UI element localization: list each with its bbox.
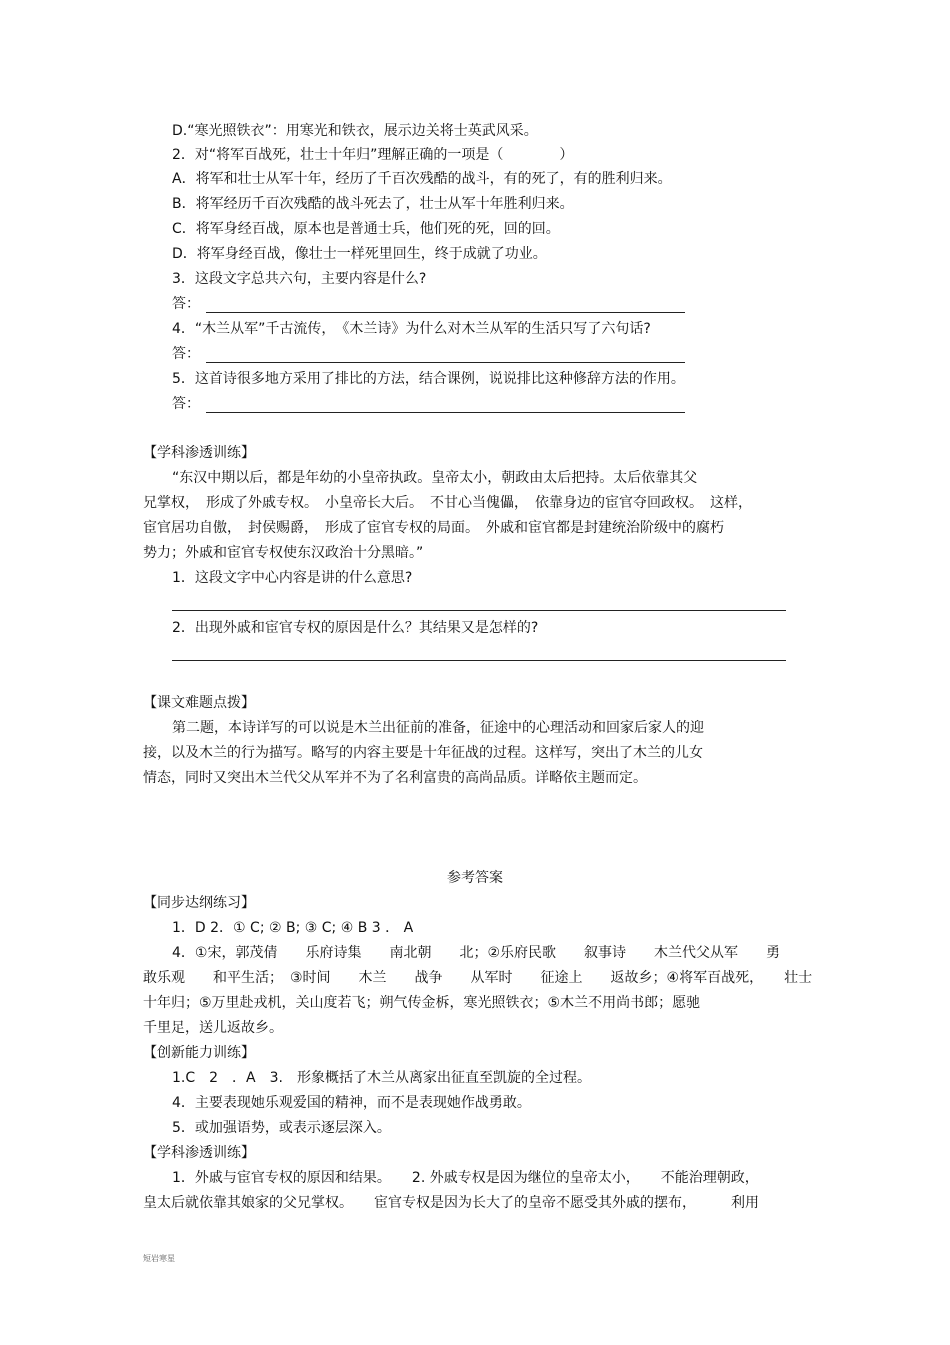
answers-title: 参考答案 [447, 870, 503, 886]
answers-innov-line: 4．主要表现她乐观爱国的精神，而不是表现她作战勇敢。 [172, 1095, 531, 1111]
answers-subject-title: 【学科渗透训练】 [143, 1145, 255, 1161]
q2-stem: 2．对“将军百战死，壮士十年归”理解正确的一项是（ ） [172, 147, 574, 163]
q3-answer-line[interactable] [206, 312, 685, 313]
q1-option-d: D.“寒光照铁衣”：用寒光和铁衣，展示边关将士英武风采。 [172, 123, 538, 139]
difficult-line: 接，以及木兰的行为描写。略写的内容主要是十年征战的过程。这样写，突出了木兰的儿女 [143, 745, 703, 761]
answers-subject-line: 皇太后就依靠其娘家的父兄掌权。 宦官专权是因为长大了的皇帝不愿受其外戚的摆布， 利用 [143, 1195, 759, 1211]
subject-q1-answer-line[interactable] [172, 610, 786, 611]
q2-option-a: A．将军和壮士从军十年，经历了千百次残酷的战斗，有的死了，有的胜利归来。 [172, 171, 672, 187]
q2-option-b: B．将军经历千百次残酷的战斗死去了，壮士从军十年胜利归来。 [172, 196, 574, 212]
subject-passage-line: “东汉中期以后，都是年幼的小皇帝执政。皇帝太小，朝政由太后把持。太后依靠其父 [172, 470, 698, 486]
q3-answer-label: 答： [172, 296, 200, 312]
answers-sync-line: 1．D 2．① C; ② B; ③ C; ④ B 3 ． A [172, 920, 414, 936]
difficult-line: 第二题，本诗详写的可以说是木兰出征前的准备，征途中的心理活动和回家后家人的迎 [172, 720, 704, 736]
answers-innov-line: 5．或加强语势，或表示逐层深入。 [172, 1120, 391, 1136]
q2-option-c: C．将军身经百战，原本也是普通士兵，他们死的死，回的回。 [172, 221, 560, 237]
answers-sync-line: 千里足，送儿返故乡。 [143, 1020, 283, 1036]
answers-sync-line: 敢乐观 和平生活； ③时间 木兰 战争 从军时 征途上 返故乡；④将军百战死， 壮士 [143, 970, 813, 986]
subject-passage-line: 宦官居功自傲， 封侯赐爵， 形成了宦官专权的局面。 外戚和宦官都是封建统治阶级中的腐朽 [143, 520, 724, 536]
q5-stem: 5．这首诗很多地方采用了排比的方法，结合课例，说说排比这种修辞方法的作用。 [172, 371, 685, 387]
q3-stem: 3．这段文字总共六句，主要内容是什么? [172, 271, 427, 287]
q5-answer-label: 答： [172, 396, 200, 412]
subject-q2-answer-line[interactable] [172, 660, 786, 661]
subject-q1: 1．这段文字中心内容是讲的什么意思? [172, 570, 413, 586]
answers-innov-title: 【创新能力训练】 [143, 1045, 255, 1061]
answers-innov-line: 1.C 2 ．A 3. 形象概括了木兰从离家出征直至凯旋的全过程。 [172, 1070, 591, 1086]
q4-stem: 4．“木兰从军”千古流传， 《木兰诗》为什么对木兰从军的生活只写了六句话? [172, 321, 651, 337]
answers-sync-title: 【同步达纲练习】 [143, 895, 255, 911]
subject-passage-line: 兄掌权， 形成了外戚专权。 小皇帝长大后。 不甘心当傀儡， 依靠身边的宦官夺回政权。 这样， [143, 495, 752, 511]
q4-answer-label: 答： [172, 346, 200, 362]
q5-answer-line[interactable] [206, 412, 685, 413]
section-subject-title: 【学科渗透训练】 [143, 445, 255, 461]
section-difficult-title: 【课文难题点拨】 [143, 695, 255, 711]
page-footer: 短岩寒星 [143, 1254, 175, 1263]
q4-answer-line[interactable] [206, 362, 685, 363]
answers-sync-line: 4．①宋，郭茂倩 乐府诗集 南北朝 北；②乐府民歌 叙事诗 木兰代父从军 勇 [172, 945, 781, 961]
answers-sync-line: 十年归；⑤万里赴戎机，关山度若飞；朔气传金柝，寒光照铁衣；⑤木兰不用尚书郎；愿驰 [143, 995, 701, 1011]
difficult-line: 情态，同时又突出木兰代父从军并不为了名利富贵的高尚品质。详略依主题而定。 [143, 770, 647, 786]
q2-option-d: D．将军身经百战，像壮士一样死里回生，终于成就了功业。 [172, 246, 547, 262]
subject-passage-line: 势力；外戚和宦官专权使东汉政治十分黑暗。” [143, 545, 424, 561]
subject-q2: 2．出现外戚和宦官专权的原因是什么？其结果又是怎样的? [172, 620, 539, 636]
answers-subject-line: 1．外戚与宦官专权的原因和结果。 2. 外戚专权是因为继位的皇帝太小， 不能治理朝政， [172, 1170, 759, 1186]
